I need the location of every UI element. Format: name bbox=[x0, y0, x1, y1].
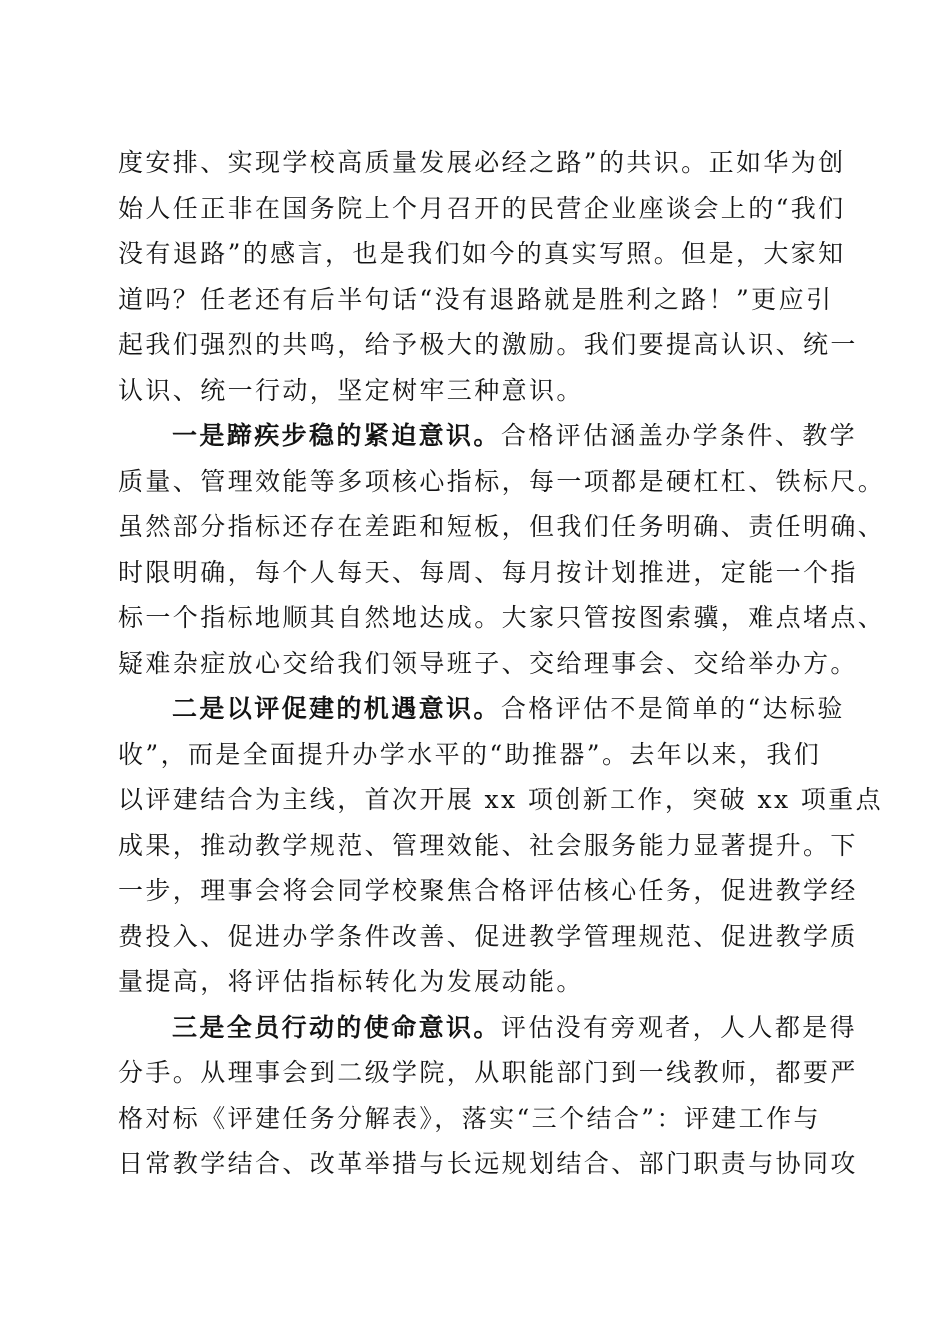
text-line: 度安排、实现学校高质量发展必经之路”的共识。正如华为创 bbox=[118, 148, 846, 177]
paragraph-lead-heading: 三是全员行动的使命意识。 bbox=[172, 1012, 501, 1042]
paragraph-urgency bbox=[118, 413, 886, 686]
paragraph-intro bbox=[118, 140, 858, 413]
text-line: 量提高，将评估指标转化为发展动能。 bbox=[118, 967, 584, 996]
text-line: 收”，而是全面提升办学水平的“助推器”。去年以来，我们 bbox=[118, 739, 822, 769]
paragraph-mission bbox=[118, 1005, 858, 1187]
paragraph-first-line-text: 合格评估不是简单的“达标验 bbox=[500, 694, 845, 723]
text-line: 没有退路”的感言，也是我们如今的真实写照。但是，大家知 bbox=[118, 239, 846, 268]
text-line: 道吗？任老还有后半句话“没有退路就是胜利之路！”更应引 bbox=[118, 284, 834, 314]
paragraph-first-line-text: 合格评估涵盖办学条件、教学 bbox=[500, 421, 858, 450]
text-line: 以评建结合为主线，首次开展 xx 项创新工作，突破 xx 项重点 bbox=[118, 785, 883, 814]
text-line: 格对标《评建任务分解表》，落实“三个结合”：评建工作与 bbox=[118, 1103, 821, 1133]
text-line: 成果，推动教学规范、管理效能、社会服务能力显著提升。下 bbox=[118, 830, 858, 860]
text-line bbox=[118, 686, 845, 732]
text-line bbox=[118, 1005, 858, 1051]
text-line: 费投入、促进办学条件改善、促进教学管理规范、促进教学质 bbox=[118, 921, 858, 951]
paragraph-opportunity bbox=[118, 686, 883, 1005]
paragraph-first-line-text: 评估没有旁观者，人人都是得 bbox=[500, 1012, 858, 1042]
text-line: 质量、管理效能等多项核心指标，每一项都是硬杠杠、铁标尺。 bbox=[118, 466, 886, 496]
text-line: 虽然部分指标还存在差距和短板，但我们任务明确、责任明确、 bbox=[118, 512, 886, 541]
text-line: 起我们强烈的共鸣，给予极大的激励。我们要提高认识、统一 bbox=[118, 330, 858, 359]
text-line bbox=[118, 413, 858, 459]
text-line: 认识、统一行动，坚定树牢三种意识。 bbox=[118, 375, 584, 405]
text-line: 始人任正非在国务院上个月召开的民营企业座谈会上的“我们 bbox=[118, 193, 846, 223]
paragraph-lead-heading: 一是蹄疾步稳的紧迫意识。 bbox=[172, 421, 501, 450]
text-line: 日常教学结合、改革举措与长远规划结合、部门职责与协同攻 bbox=[118, 1149, 858, 1178]
text-line: 疑难杂症放心交给我们领导班子、交给理事会、交给举办方。 bbox=[118, 648, 858, 678]
text-line: 一步，理事会将会同学校聚焦合格评估核心任务，促进教学经 bbox=[118, 876, 858, 905]
paragraph-lead-heading: 二是以评促建的机遇意识。 bbox=[172, 694, 501, 723]
document-body bbox=[118, 140, 886, 1187]
text-line: 标一个指标地顺其自然地达成。大家只管按图索骥，难点堵点、 bbox=[118, 603, 886, 632]
text-line: 分手。从理事会到二级学院，从职能部门到一线教师，都要严 bbox=[118, 1058, 858, 1087]
text-line: 时限明确，每个人每天、每周、每月按计划推进，定能一个指 bbox=[118, 557, 858, 587]
